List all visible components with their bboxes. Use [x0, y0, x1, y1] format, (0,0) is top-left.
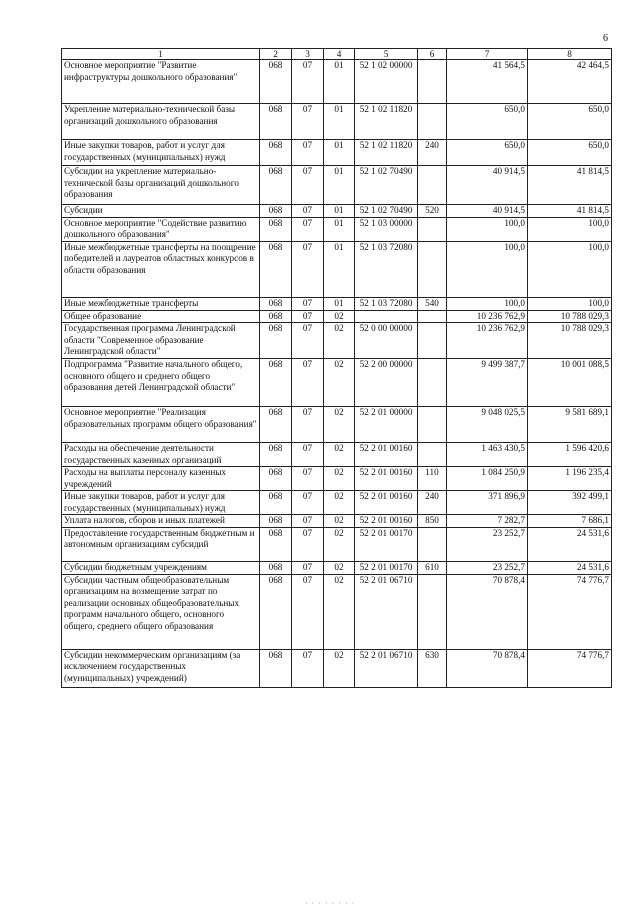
code-subsection: 02 — [324, 407, 355, 443]
code-section: 07 — [292, 443, 324, 467]
header-cell: 5 — [355, 49, 418, 60]
code-expense-type — [418, 407, 447, 443]
amount-year-1: 100,0 — [447, 297, 528, 310]
code-ministry: 068 — [260, 104, 292, 140]
code-ministry: 068 — [260, 60, 292, 104]
table-row — [62, 443, 612, 467]
table-row — [62, 574, 612, 649]
code-section: 07 — [292, 527, 324, 561]
code-target: 52 2 01 00160 — [355, 515, 418, 528]
code-ministry: 068 — [260, 467, 292, 491]
code-ministry: 068 — [260, 310, 292, 323]
code-expense-type — [418, 574, 447, 649]
code-ministry: 068 — [260, 491, 292, 515]
amount-year-2: 10 788 029,3 — [528, 310, 612, 323]
table-row — [62, 241, 612, 297]
code-subsection: 02 — [324, 467, 355, 491]
table-body — [62, 49, 612, 688]
row-name: Иные межбюджетные трансферты — [62, 297, 260, 310]
code-expense-type — [418, 359, 447, 407]
code-target: 52 1 03 72080 — [355, 297, 418, 310]
code-ministry: 068 — [260, 561, 292, 574]
amount-year-2: 1 196 235,4 — [528, 467, 612, 491]
code-subsection: 02 — [324, 491, 355, 515]
table-row — [62, 104, 612, 140]
code-ministry: 068 — [260, 574, 292, 649]
code-expense-type — [418, 104, 447, 140]
amount-year-2: 650,0 — [528, 140, 612, 166]
code-subsection: 02 — [324, 310, 355, 323]
code-subsection: 01 — [324, 205, 355, 218]
amount-year-2: 10 001 088,5 — [528, 359, 612, 407]
code-target: 52 2 01 06710 — [355, 649, 418, 687]
code-subsection: 02 — [324, 323, 355, 359]
code-section: 07 — [292, 166, 324, 205]
code-ministry: 068 — [260, 323, 292, 359]
amount-year-1: 9 048 025,5 — [447, 407, 528, 443]
code-expense-type — [418, 241, 447, 297]
code-section: 07 — [292, 297, 324, 310]
code-section: 07 — [292, 649, 324, 687]
table-row — [62, 491, 612, 515]
code-expense-type: 610 — [418, 561, 447, 574]
code-ministry: 068 — [260, 515, 292, 528]
amount-year-2: 1 596 420,6 — [528, 443, 612, 467]
budget-table — [61, 48, 612, 688]
code-target: 52 1 02 11820 — [355, 104, 418, 140]
code-section: 07 — [292, 574, 324, 649]
code-ministry: 068 — [260, 205, 292, 218]
code-section: 07 — [292, 561, 324, 574]
code-subsection: 01 — [324, 60, 355, 104]
amount-year-1: 1 084 250,9 — [447, 467, 528, 491]
amount-year-1: 70 878,4 — [447, 649, 528, 687]
amount-year-2: 74 776,7 — [528, 574, 612, 649]
code-target: 52 2 01 00160 — [355, 467, 418, 491]
table-row — [62, 323, 612, 359]
code-section: 07 — [292, 217, 324, 241]
amount-year-2: 650,0 — [528, 104, 612, 140]
code-subsection: 01 — [324, 217, 355, 241]
code-subsection: 02 — [324, 359, 355, 407]
code-target: 52 0 00 00000 — [355, 323, 418, 359]
code-section: 07 — [292, 323, 324, 359]
code-section: 07 — [292, 310, 324, 323]
code-section: 07 — [292, 491, 324, 515]
row-name: Иные закупки товаров, работ и услуг для государственных (муниципальных) нужд — [62, 491, 260, 515]
amount-year-2: 41 814,5 — [528, 205, 612, 218]
code-expense-type: 110 — [418, 467, 447, 491]
row-name: Основное мероприятие "Реализация образовательных программ общего образования" — [62, 407, 260, 443]
amount-year-1: 41 564,5 — [447, 60, 528, 104]
code-target: 52 2 01 00160 — [355, 491, 418, 515]
code-target: 52 2 01 00160 — [355, 443, 418, 467]
code-ministry: 068 — [260, 140, 292, 166]
table-row — [62, 515, 612, 528]
table-row — [62, 359, 612, 407]
code-expense-type: 850 — [418, 515, 447, 528]
table-row — [62, 467, 612, 491]
code-subsection: 02 — [324, 649, 355, 687]
header-cell: 1 — [62, 49, 260, 60]
code-section: 07 — [292, 140, 324, 166]
code-target: 52 1 02 70490 — [355, 205, 418, 218]
table-row — [62, 217, 612, 241]
code-ministry: 068 — [260, 407, 292, 443]
code-section: 07 — [292, 60, 324, 104]
table-row — [62, 166, 612, 205]
code-subsection: 01 — [324, 297, 355, 310]
code-target — [355, 310, 418, 323]
amount-year-2: 74 776,7 — [528, 649, 612, 687]
amount-year-2: 100,0 — [528, 297, 612, 310]
amount-year-1: 10 236 762,9 — [447, 310, 528, 323]
code-section: 07 — [292, 407, 324, 443]
header-cell: 7 — [447, 49, 528, 60]
code-expense-type: 520 — [418, 205, 447, 218]
header-cell: 8 — [528, 49, 612, 60]
code-section: 07 — [292, 104, 324, 140]
row-name: Расходы на обеспечение деятельности государственных казенных организаций — [62, 443, 260, 467]
code-ministry: 068 — [260, 166, 292, 205]
table-row — [62, 649, 612, 687]
code-ministry: 068 — [260, 443, 292, 467]
code-section: 07 — [292, 205, 324, 218]
row-name: Основное мероприятие "Развитие инфраструктуры дошкольного образования" — [62, 60, 260, 104]
code-subsection: 01 — [324, 241, 355, 297]
amount-year-1: 23 252,7 — [447, 527, 528, 561]
amount-year-2: 10 788 029,3 — [528, 323, 612, 359]
code-subsection: 02 — [324, 443, 355, 467]
row-name: Иные закупки товаров, работ и услуг для государственных (муниципальных) нужд — [62, 140, 260, 166]
row-name: Субсидии на укрепление материально-технической базы организаций дошкольного образования — [62, 166, 260, 205]
code-target: 52 2 01 00000 — [355, 407, 418, 443]
code-expense-type — [418, 323, 447, 359]
table-row — [62, 561, 612, 574]
code-subsection: 02 — [324, 574, 355, 649]
code-expense-type: 540 — [418, 297, 447, 310]
amount-year-1: 100,0 — [447, 217, 528, 241]
amount-year-2: 100,0 — [528, 217, 612, 241]
amount-year-1: 9 499 387,7 — [447, 359, 528, 407]
code-expense-type — [418, 527, 447, 561]
row-name: Предоставление государственным бюджетным и автономным организациям субсидий — [62, 527, 260, 561]
row-name: Основное мероприятие "Содействие развитию дошкольного образования" — [62, 217, 260, 241]
code-section: 07 — [292, 467, 324, 491]
code-ministry: 068 — [260, 241, 292, 297]
amount-year-1: 650,0 — [447, 140, 528, 166]
code-subsection: 02 — [324, 515, 355, 528]
code-target: 52 1 03 00000 — [355, 217, 418, 241]
amount-year-2: 9 581 689,1 — [528, 407, 612, 443]
row-name: Субсидии частным общеобразовательным организациям на возмещение затрат по реализации основных общеобразовательных программ начального общего, основного общего, среднего общего образования — [62, 574, 260, 649]
code-target: 52 1 03 72080 — [355, 241, 418, 297]
code-section: 07 — [292, 241, 324, 297]
header-cell: 3 — [292, 49, 324, 60]
amount-year-1: 7 282,7 — [447, 515, 528, 528]
table-row — [62, 140, 612, 166]
amount-year-2: 42 464,5 — [528, 60, 612, 104]
code-target: 52 1 02 70490 — [355, 166, 418, 205]
row-name: Субсидии некоммерческим организациям (за исключением государственных (муниципальных) учреждений) — [62, 649, 260, 687]
header-row — [62, 49, 612, 60]
row-name: Государственная программа Ленинградской области "Современное образование Ленинградской области" — [62, 323, 260, 359]
code-expense-type: 630 — [418, 649, 447, 687]
row-name: Субсидии бюджетным учреждениям — [62, 561, 260, 574]
code-target: 52 2 01 06710 — [355, 574, 418, 649]
code-ministry: 068 — [260, 649, 292, 687]
header-cell: 4 — [324, 49, 355, 60]
code-expense-type — [418, 60, 447, 104]
row-name: Уплата налогов, сборов и иных платежей — [62, 515, 260, 528]
row-name: Расходы на выплаты персоналу казенных учреждений — [62, 467, 260, 491]
code-expense-type — [418, 310, 447, 323]
row-name: Субсидии — [62, 205, 260, 218]
header-cell: 2 — [260, 49, 292, 60]
code-section: 07 — [292, 359, 324, 407]
amount-year-1: 1 463 430,5 — [447, 443, 528, 467]
amount-year-1: 650,0 — [447, 104, 528, 140]
code-ministry: 068 — [260, 217, 292, 241]
code-expense-type — [418, 443, 447, 467]
code-target: 52 2 01 00170 — [355, 561, 418, 574]
table-row — [62, 527, 612, 561]
amount-year-1: 10 236 762,9 — [447, 323, 528, 359]
page-number: 6 — [603, 33, 608, 44]
code-target: 52 1 02 11820 — [355, 140, 418, 166]
code-subsection: 02 — [324, 561, 355, 574]
amount-year-1: 23 252,7 — [447, 561, 528, 574]
amount-year-1: 100,0 — [447, 241, 528, 297]
code-subsection: 02 — [324, 527, 355, 561]
code-section: 07 — [292, 515, 324, 528]
table-row — [62, 60, 612, 104]
code-subsection: 01 — [324, 166, 355, 205]
code-expense-type: 240 — [418, 491, 447, 515]
amount-year-1: 40 914,5 — [447, 205, 528, 218]
table-row — [62, 205, 612, 218]
code-subsection: 01 — [324, 140, 355, 166]
code-expense-type: 240 — [418, 140, 447, 166]
table-row — [62, 310, 612, 323]
row-name: Общее образование — [62, 310, 260, 323]
code-expense-type — [418, 217, 447, 241]
scan-artifact-marks: · · · · · · · · — [305, 899, 356, 908]
code-target: 52 1 02 00000 — [355, 60, 418, 104]
amount-year-2: 7 686,1 — [528, 515, 612, 528]
row-name: Укрепление материально-технической базы организаций дошкольного образования — [62, 104, 260, 140]
amount-year-1: 70 878,4 — [447, 574, 528, 649]
code-ministry: 068 — [260, 527, 292, 561]
row-name: Подпрограмма "Развитие начального общего, основного общего и среднего общего образования детей Ленинградской области" — [62, 359, 260, 407]
code-ministry: 068 — [260, 297, 292, 310]
code-target: 52 2 00 00000 — [355, 359, 418, 407]
amount-year-2: 100,0 — [528, 241, 612, 297]
amount-year-2: 24 531,6 — [528, 561, 612, 574]
amount-year-2: 24 531,6 — [528, 527, 612, 561]
code-target: 52 2 01 00170 — [355, 527, 418, 561]
table-row — [62, 407, 612, 443]
amount-year-2: 41 814,5 — [528, 166, 612, 205]
code-expense-type — [418, 166, 447, 205]
table-row — [62, 297, 612, 310]
code-subsection: 01 — [324, 104, 355, 140]
code-ministry: 068 — [260, 359, 292, 407]
amount-year-1: 371 896,9 — [447, 491, 528, 515]
amount-year-1: 40 914,5 — [447, 166, 528, 205]
header-cell: 6 — [418, 49, 447, 60]
row-name: Иные межбюджетные трансферты на поощрение победителей и лауреатов областных конкурсов в области образования — [62, 241, 260, 297]
amount-year-2: 392 499,1 — [528, 491, 612, 515]
